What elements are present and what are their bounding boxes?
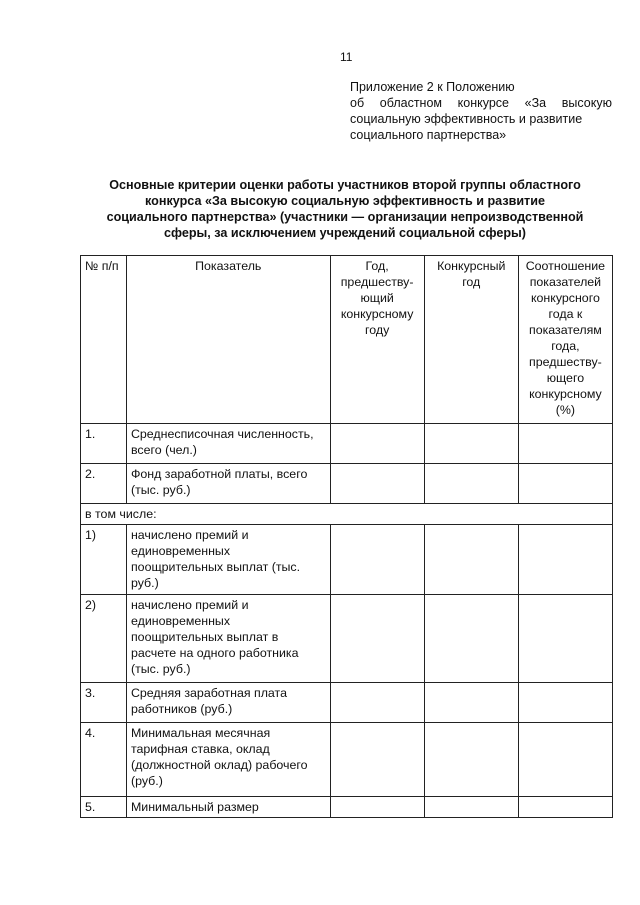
- table-row: [81, 464, 613, 504]
- header-contest-year: Конкурсный год: [424, 256, 518, 424]
- table-header-row: [81, 256, 613, 424]
- row-indicator: начислено премий и единовременных поощрительных выплат в расчете на одного работника (тыс. руб.): [126, 595, 330, 683]
- cell-ratio: [518, 464, 612, 504]
- table-row: [81, 683, 613, 723]
- row-num: 3.: [81, 683, 127, 723]
- cell-contest-year: [424, 464, 518, 504]
- table-subheading-row: [81, 504, 613, 525]
- cell-contest-year: [424, 683, 518, 723]
- cell-prev-year: [330, 797, 424, 818]
- row-indicator: начислено премий и единовременных поощрительных выплат (тыс. руб.): [126, 525, 330, 595]
- appendix-header: [350, 79, 612, 143]
- row-num: 2.: [81, 464, 127, 504]
- row-num: 1): [81, 525, 127, 595]
- title-line: конкурса «За высокую социальную эффективность и развитие: [145, 194, 545, 208]
- row-indicator: Среднесписочная численность, всего (чел.): [126, 424, 330, 464]
- cell-prev-year: [330, 595, 424, 683]
- table-row: [81, 525, 613, 595]
- cell-prev-year: [330, 424, 424, 464]
- cell-ratio: [518, 424, 612, 464]
- row-num: 2): [81, 595, 127, 683]
- table-row: [81, 595, 613, 683]
- cell-prev-year: [330, 723, 424, 797]
- cell-ratio: [518, 595, 612, 683]
- header-ratio: Соотношение показателей конкурсного года к показателям года, предшеству-ющего конкурсному (%): [518, 256, 612, 424]
- row-indicator: Фонд заработной платы, всего (тыс. руб.): [126, 464, 330, 504]
- cell-ratio: [518, 683, 612, 723]
- header-prev-year: Год, предшеству-ющий конкурсному году: [330, 256, 424, 424]
- cell-ratio: [518, 723, 612, 797]
- appendix-line: Приложение 2 к Положению: [350, 80, 515, 94]
- criteria-table: [80, 255, 613, 818]
- row-num: 5.: [81, 797, 127, 818]
- header-indicator: Показатель: [126, 256, 330, 424]
- cell-ratio: [518, 797, 612, 818]
- cell-prev-year: [330, 683, 424, 723]
- row-indicator: Минимальная месячная тарифная ставка, оклад (должностной оклад) рабочего (руб.): [126, 723, 330, 797]
- row-indicator: Средняя заработная плата работников (руб.): [126, 683, 330, 723]
- appendix-line: социальную эффективность и развитие: [350, 112, 583, 126]
- table-row: [81, 723, 613, 797]
- cell-contest-year: [424, 525, 518, 595]
- title-line: социального партнерства» (участники — организации непроизводственной: [106, 210, 584, 224]
- row-num: 4.: [81, 723, 127, 797]
- cell-contest-year: [424, 595, 518, 683]
- table-row: [81, 424, 613, 464]
- row-num: 1.: [81, 424, 127, 464]
- cell-contest-year: [424, 424, 518, 464]
- cell-prev-year: [330, 525, 424, 595]
- appendix-line: об областном конкурсе «За высокую: [350, 96, 612, 110]
- cell-prev-year: [330, 464, 424, 504]
- title-line: Основные критерии оценки работы участников второй группы областного: [109, 178, 581, 192]
- title-line: сферы, за исключением учреждений социальной сферы): [163, 226, 527, 240]
- row-indicator: Минимальный размер: [126, 797, 330, 818]
- table-row: [81, 797, 613, 818]
- cell-ratio: [518, 525, 612, 595]
- cell-contest-year: [424, 723, 518, 797]
- document-title: [78, 177, 612, 241]
- page-number: 11: [340, 50, 353, 64]
- header-num: № п/п: [81, 256, 127, 424]
- appendix-line: социального партнерства»: [350, 128, 507, 142]
- cell-contest-year: [424, 797, 518, 818]
- subheading-in-total: в том числе:: [81, 504, 613, 525]
